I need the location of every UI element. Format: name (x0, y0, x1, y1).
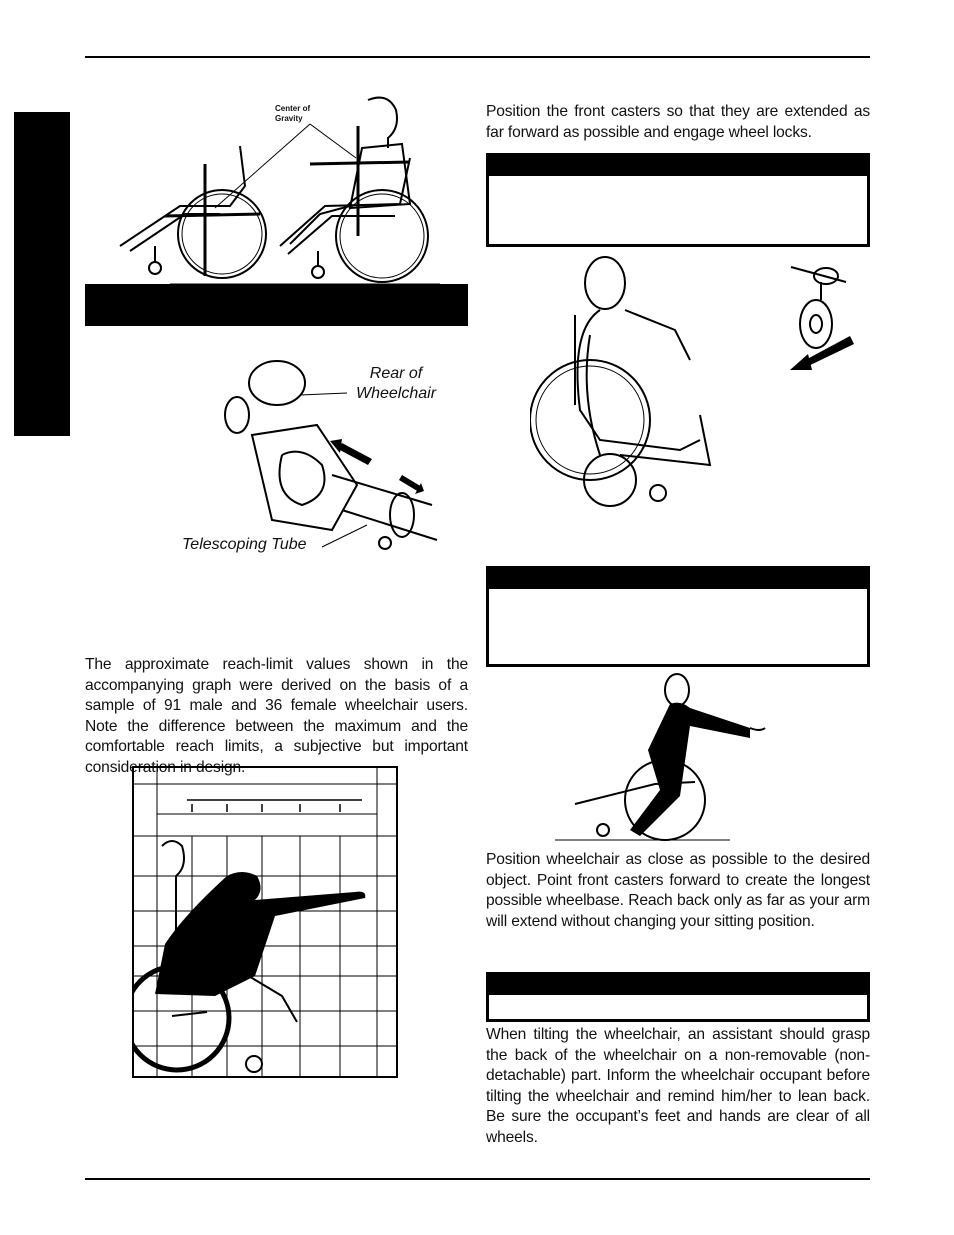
tilting-paragraph: When tilting the wheelchair, an assistant should grasp the back of the wheelchair on a non-removable (non-detachable) part. Inform the wheelchair occupant before tilting the wheelchair and remind him/her to lean back. Be sure the occupant’s feet and hands are clear of all wheels. (486, 1026, 870, 1146)
reach-back-paragraph: Position wheelchair as close as possible to the desired object. Point front casters forward to create the longest possible wheelbase. Reach back only as far as your arm will extend without changing your sitting position. (486, 851, 870, 930)
reach-limit-graph (132, 766, 398, 1078)
warning-box-2-header (489, 569, 867, 589)
reach-graph-drawing (132, 766, 398, 1078)
reaching-forward-drawing (530, 255, 730, 515)
warning-box-3-header (489, 975, 867, 995)
warning-box-3 (486, 972, 870, 1022)
reaching-forward-figure (530, 255, 730, 515)
warning-box-1-header (489, 156, 867, 176)
reaching-back-drawing (555, 672, 775, 844)
reach-limit-paragraph: The approximate reach-limit values shown in the accompanying graph were derived on the basis of a sample of 91 male and 36 female wheelchair users. Note the difference between the maximum and the comfortable reach limits, a subjective but important consideration in design. (85, 656, 468, 776)
reaching-back-figure (555, 672, 775, 844)
top-rule (85, 56, 870, 58)
warning-box-1 (486, 153, 870, 247)
bottom-rule (85, 1178, 870, 1180)
section-tab (14, 112, 70, 436)
telescoping-tube-label: Telescoping Tube (182, 536, 307, 553)
center-of-gravity-label (275, 104, 310, 124)
center-of-gravity-figure (110, 86, 450, 286)
casters-paragraph: Position the front casters so that they are extended as far forward as possible and engage wheel locks. (486, 103, 870, 141)
cog-label-line1: Center of (275, 104, 311, 113)
warning-box-2 (486, 566, 870, 667)
rear-label-line1: Rear of (369, 365, 423, 382)
rear-of-wheelchair-label (350, 364, 442, 404)
cog-label-line2: Gravity (275, 114, 303, 123)
caster-detail-drawing (786, 262, 856, 372)
rear-label-line2: Wheelchair (355, 385, 437, 402)
left-caption-bar (85, 284, 468, 326)
caster-detail-figure (786, 262, 856, 372)
